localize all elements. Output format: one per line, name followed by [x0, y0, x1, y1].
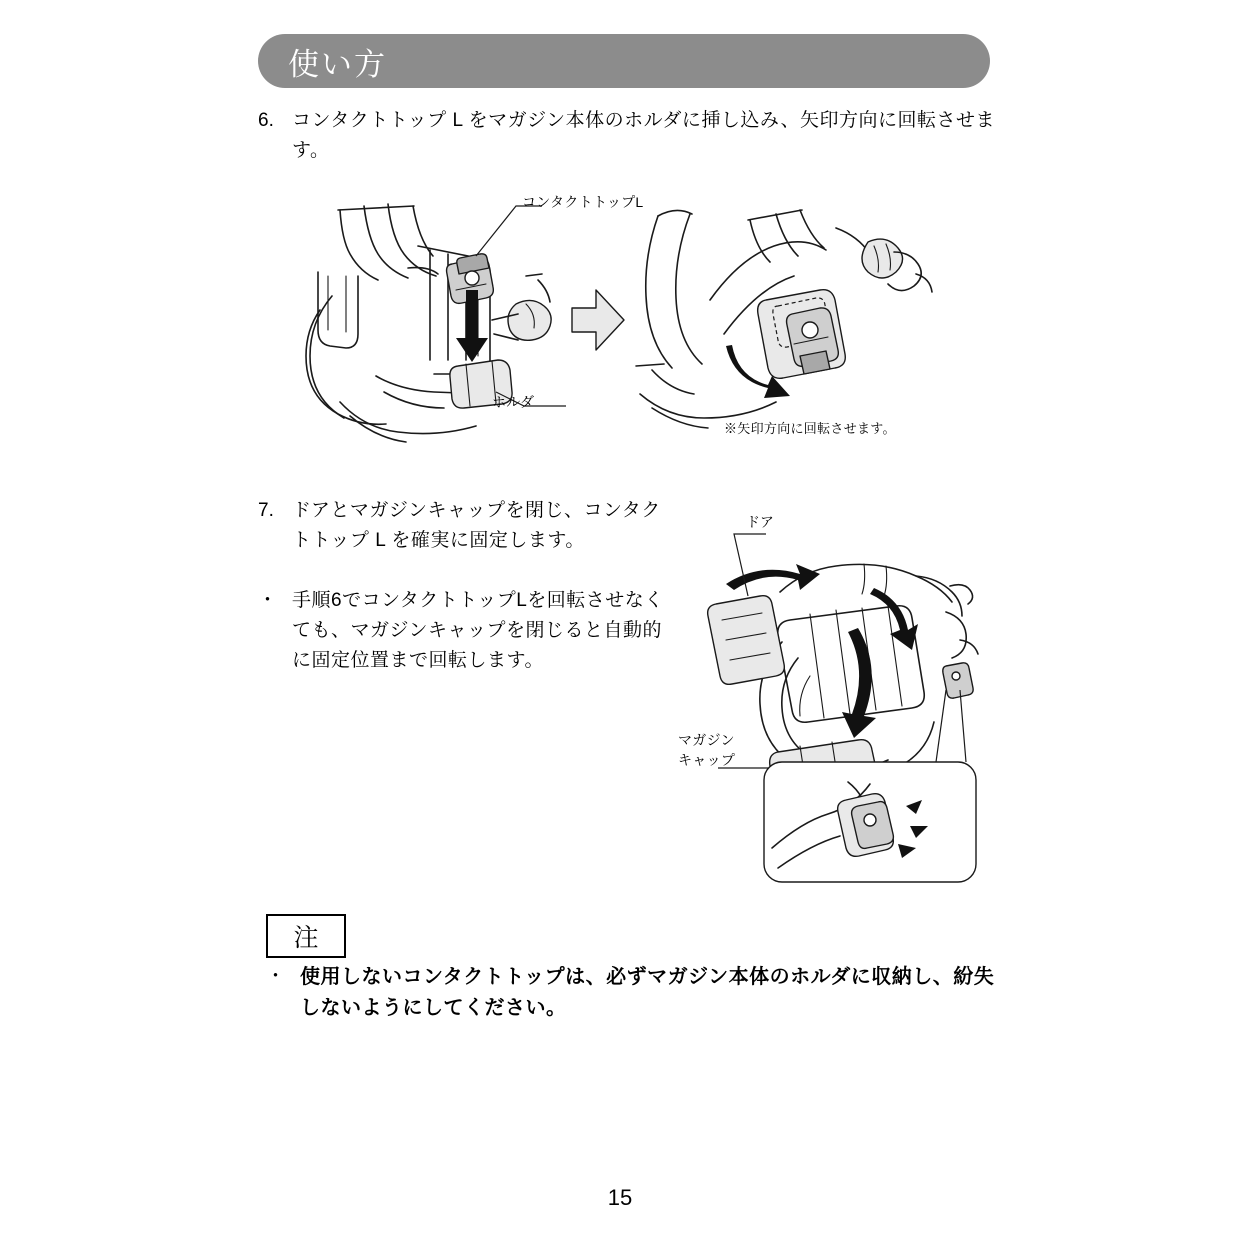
right-panel-drawing — [636, 210, 932, 428]
step-6-number: 6. — [258, 110, 274, 131]
step-7-bullet-mark: ・ — [258, 590, 278, 611]
callout-magazine-cap-line1: マガジン — [678, 732, 735, 748]
step-7-text: ドアとマガジンキャップを閉じ、コンタクトトップ L を確実に固定します。 — [292, 500, 661, 551]
body-rotation-arrow-top — [870, 588, 918, 650]
body-rotation-arrow-long — [842, 628, 876, 738]
figure-bottom-svg — [660, 500, 1010, 900]
step-6-text: コンタクトトップ L をマガジン本体のホルダに挿し込み、矢印方向に回転させます。 — [292, 110, 995, 161]
caption-rotate-direction: ※矢印方向に回転させます。 — [724, 421, 896, 436]
door-rotation-arrow — [726, 564, 820, 590]
detail-inset — [764, 762, 976, 882]
step-7-bullet — [258, 586, 668, 676]
callout-contact-top-label: コンタクトトップL — [522, 194, 644, 210]
note-bullet-text: 使用しないコンタクトトップは、必ずマガジン本体のホルダに収納し、紛失しないようにしてください。 — [300, 966, 995, 1019]
figure-close-door-and-cap — [660, 500, 1010, 900]
callout-door-label: ドア — [746, 514, 775, 530]
detail-leader-line-b — [936, 690, 946, 762]
step-7-number: 7. — [258, 500, 274, 521]
detail-leader-line-a — [960, 690, 966, 762]
step-6 — [258, 106, 998, 166]
transition-arrow — [572, 290, 624, 350]
page-title: 使い方 — [288, 46, 387, 82]
figure-contact-top-insert — [280, 180, 980, 470]
note-bullet-mark: ・ — [266, 966, 286, 987]
callout-holder-label: ホルダ — [492, 394, 535, 410]
note-heading-text: 注 — [293, 924, 319, 952]
note-bullet — [266, 962, 1006, 1024]
page-number: 15 — [607, 1185, 633, 1210]
callout-magazine-cap-line2: キャップ — [678, 752, 736, 768]
step-7-bullet-text: 手順6でコンタクトトップLを回転させなくても、マガジンキャップを閉じると自動的に固定位置まで回転します。 — [292, 590, 664, 671]
section-header-banner — [258, 34, 990, 88]
step-7 — [258, 496, 668, 556]
note-heading-box — [266, 914, 346, 958]
